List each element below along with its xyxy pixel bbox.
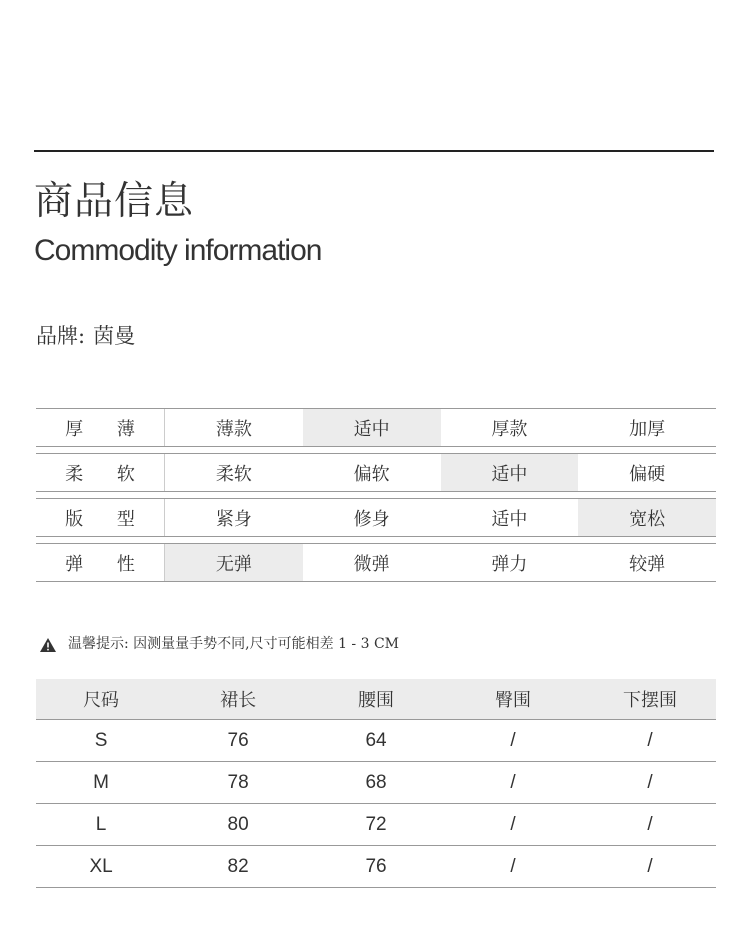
page-subtitle: Commodity information (34, 234, 322, 267)
table-cell: 76 (166, 720, 310, 762)
table-cell: / (442, 762, 584, 804)
table-cell: 80 (166, 804, 310, 846)
attribute-option: 偏软 (353, 463, 390, 485)
measurement-tip (40, 633, 399, 655)
column-header: 腰围 (310, 679, 442, 720)
size-table (36, 679, 716, 888)
table-cell: 72 (310, 804, 442, 846)
attribute-option-selected: 宽松 (578, 499, 716, 536)
attribute-row-thickness (36, 408, 716, 447)
table-row (36, 720, 716, 762)
attribute-option: 弹力 (491, 553, 528, 575)
attribute-option-selected: 适中 (303, 409, 441, 446)
table-cell: S (36, 720, 166, 762)
table-cell: 76 (310, 846, 442, 888)
attribute-option: 紧身 (215, 508, 252, 530)
table-cell: M (36, 762, 166, 804)
column-header: 尺码 (36, 679, 166, 720)
table-row (36, 762, 716, 804)
attribute-row-elasticity (36, 543, 716, 582)
warning-icon (40, 637, 56, 651)
attribute-option-selected: 无弹 (165, 544, 303, 581)
table-cell: XL (36, 846, 166, 888)
table-row (36, 846, 716, 888)
table-cell: 64 (310, 720, 442, 762)
page-title: 商品信息 (34, 179, 195, 224)
attribute-option: 偏硬 (629, 463, 666, 485)
table-cell: / (584, 846, 716, 888)
attribute-option: 柔软 (215, 463, 252, 485)
attribute-label: 版 型 (36, 499, 165, 536)
size-table-header (36, 679, 716, 720)
attribute-label: 厚 薄 (36, 409, 165, 446)
brand-label: 品牌: (36, 324, 86, 348)
attribute-option: 适中 (491, 508, 528, 530)
attribute-option-selected: 适中 (441, 454, 579, 491)
attribute-row-softness (36, 453, 716, 492)
attribute-option: 厚款 (491, 418, 528, 440)
table-cell: / (584, 762, 716, 804)
attribute-option: 微弹 (353, 553, 390, 575)
brand-value: 茵曼 (93, 324, 136, 348)
column-header: 下摆围 (584, 679, 716, 720)
column-header: 臀围 (442, 679, 584, 720)
table-cell: / (584, 720, 716, 762)
table-cell: 82 (166, 846, 310, 888)
table-cell: / (442, 846, 584, 888)
attribute-label: 弹 性 (36, 544, 165, 581)
attribute-option: 较弹 (629, 553, 666, 575)
table-cell: 78 (166, 762, 310, 804)
attribute-option: 加厚 (629, 418, 666, 440)
attribute-row-fit (36, 498, 716, 537)
table-cell: / (442, 804, 584, 846)
tip-text: 温馨提示: 因测量量手势不同,尺寸可能相差 1 - 3 CM (68, 636, 400, 652)
table-cell: / (584, 804, 716, 846)
table-cell: L (36, 804, 166, 846)
table-cell: / (442, 720, 584, 762)
attribute-table (36, 408, 716, 582)
column-header: 裙长 (166, 679, 310, 720)
top-divider (34, 150, 714, 152)
brand-line (36, 321, 135, 351)
table-cell: 68 (310, 762, 442, 804)
attribute-label: 柔 软 (36, 454, 165, 491)
table-row (36, 804, 716, 846)
attribute-option: 薄款 (215, 418, 252, 440)
attribute-option: 修身 (353, 508, 390, 530)
